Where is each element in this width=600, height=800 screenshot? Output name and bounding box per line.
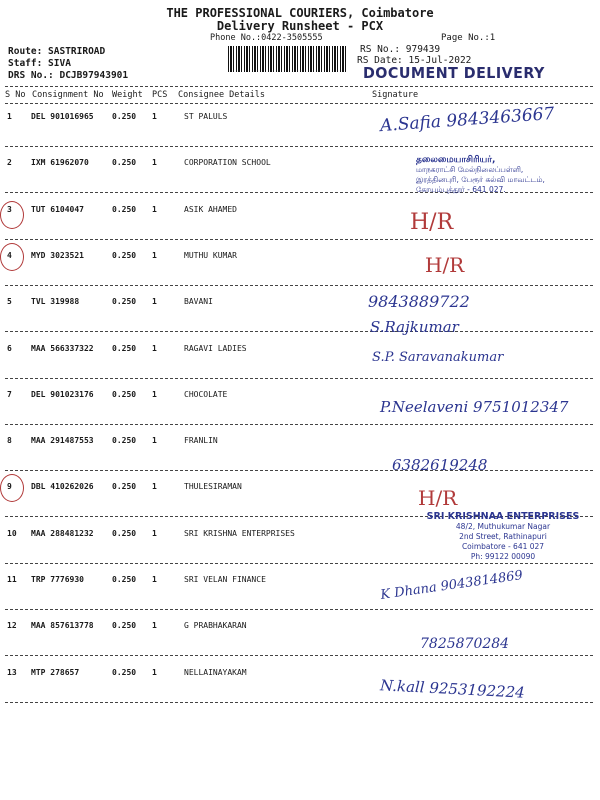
signature-row-5-phone: 9843889722 — [368, 292, 470, 311]
school-seal — [416, 155, 545, 195]
school-seal-line2: மாநகராட்சி மேல்நிலைப்பள்ளி, — [416, 165, 524, 174]
row-weight: 0.250 — [112, 250, 137, 260]
row-sno: 4 — [7, 250, 12, 260]
row-consignee: BAVANI — [184, 297, 213, 307]
row-sno: 1 — [7, 112, 12, 121]
row-divider — [5, 655, 593, 656]
row-3-circle-mark — [0, 201, 24, 229]
row-sno: 12 — [7, 621, 17, 631]
row-weight: 0.250 — [112, 482, 137, 492]
row-consignment: DEL 901016965 — [31, 112, 94, 121]
signature-row-6: S.P. Saravanakumar — [372, 350, 504, 365]
row-pcs: 1 — [152, 575, 157, 584]
drs-number: DRS No.: DCJB97943901 — [8, 70, 129, 81]
row-weight: 0.250 — [112, 343, 137, 353]
row-weight: 0.250 — [112, 112, 137, 121]
row-weight: 0.250 — [112, 621, 137, 631]
row-pcs: 1 — [152, 389, 157, 399]
row-divider — [5, 378, 593, 379]
phone-number: Phone No.:0422-3505555 — [210, 33, 323, 43]
row-consignment: MYD 3023521 — [31, 250, 84, 260]
signature-row-1: A.Safia 9843463667 — [379, 103, 555, 137]
row-consignment: TRP 7776930 — [31, 575, 84, 584]
barcode — [228, 46, 346, 72]
row-sno: 11 — [7, 575, 17, 584]
row-pcs: 1 — [152, 250, 157, 260]
signature-row-3: H/R — [410, 210, 454, 235]
row-sno: 9 — [7, 482, 12, 492]
row-divider — [5, 331, 593, 332]
row-consignee: CORPORATION SCHOOL — [184, 158, 271, 168]
enterprise-seal-name: SRI KRISHNAA ENTERPRISES — [426, 511, 580, 522]
row-consignee: ST PALULS — [184, 112, 228, 121]
row-pcs: 1 — [152, 297, 157, 307]
col-sno: S No — [5, 90, 26, 100]
row-pcs: 1 — [152, 343, 157, 353]
col-pcs: PCS — [152, 90, 168, 100]
row-weight: 0.250 — [112, 528, 137, 538]
runsheet-subtitle: Delivery Runsheet - PCX — [216, 19, 384, 33]
rs-date: RS Date: 15-Jul-2022 — [357, 55, 472, 66]
row-consignee: THULESIRAMAN — [184, 482, 242, 492]
row-pcs: 1 — [152, 436, 157, 446]
signature-row-7: P.Neelaveni 9751012347 — [380, 398, 569, 416]
row-sno: 7 — [7, 389, 12, 399]
row-weight: 0.250 — [112, 389, 137, 399]
signature-row-8: 6382619248 — [392, 456, 488, 474]
school-seal-line1: தலைமையாசிரியர், — [416, 155, 496, 165]
row-sno: 2 — [7, 158, 12, 168]
signature-row-11: K Dhana 9043814869 — [379, 568, 524, 603]
row-consignee: ASIK AHAMED — [184, 204, 237, 214]
row-pcs: 1 — [152, 112, 157, 121]
enterprise-seal — [424, 512, 582, 562]
row-consignment: MAA 291487553 — [31, 436, 94, 446]
row-consignment: IXM 61962070 — [31, 158, 89, 168]
row-pcs: 1 — [152, 204, 157, 214]
enterprise-seal-addr1: 48/2, Muthukumar Nagar — [455, 522, 551, 531]
signature-row-13: N.kall 9253192224 — [379, 676, 526, 702]
route-label: Route: SASTRIROAD — [8, 46, 106, 57]
row-consignee: SRI VELAN FINANCE — [184, 575, 266, 584]
row-consignee: RAGAVI LADIES — [184, 343, 247, 353]
row-sno: 13 — [7, 667, 17, 677]
row-weight: 0.250 — [112, 297, 137, 307]
row-divider — [5, 609, 593, 610]
school-seal-line4: கோயம்புத்தூர் - 641 027. — [416, 185, 506, 194]
row-sno: 3 — [7, 204, 12, 214]
row-consignment: MAA 857613778 — [31, 621, 94, 631]
row-consignment: TVL 319988 — [31, 297, 80, 307]
page-number: Page No.:1 — [441, 33, 496, 43]
row-9-circle-mark — [0, 474, 24, 502]
row-sno: 10 — [7, 528, 17, 538]
row-consignee: MUTHU KUMAR — [184, 250, 237, 260]
row-sno: 8 — [7, 436, 12, 446]
row-consignment: MAA 566337322 — [31, 343, 94, 353]
row-divider — [5, 470, 593, 471]
signature-row-4: H/R — [425, 253, 465, 277]
row-consignment: DEL 901023176 — [31, 389, 94, 399]
row-consignee: NELLAINAYAKAM — [184, 667, 247, 677]
row-pcs: 1 — [152, 667, 157, 677]
row-pcs: 1 — [152, 482, 157, 492]
row-weight: 0.250 — [112, 667, 137, 677]
row-divider — [5, 563, 593, 564]
row-consignment: MAA 288481232 — [31, 528, 94, 538]
col-weight: Weight — [112, 90, 143, 100]
signature-row-5-name: S.Rajkumar — [370, 318, 459, 336]
row-divider — [5, 239, 593, 240]
row-consignment: DBL 410262026 — [31, 482, 94, 492]
col-signature: Signature — [372, 90, 419, 100]
row-weight: 0.250 — [112, 204, 137, 214]
row-pcs: 1 — [152, 158, 157, 168]
row-divider — [5, 285, 593, 286]
row-sno: 6 — [7, 343, 12, 353]
document-delivery-stamp: DOCUMENT DELIVERY — [363, 64, 545, 82]
row-weight: 0.250 — [112, 436, 137, 446]
company-title: THE PROFESSIONAL COURIERS, Coimbatore — [166, 6, 434, 20]
enterprise-seal-addr3: Coimbatore - 641 027 — [461, 542, 545, 551]
header-top-divider — [5, 86, 593, 87]
signature-row-9: H/R — [418, 486, 458, 510]
row-divider — [5, 424, 593, 425]
row-consignee: CHOCOLATE — [184, 389, 228, 399]
row-divider — [5, 702, 593, 703]
enterprise-seal-phone: Ph: 99122 00090 — [470, 552, 536, 561]
row-consignee: G PRABHAKARAN — [184, 621, 247, 631]
row-consignee: FRANLIN — [184, 436, 218, 446]
header-bottom-divider — [5, 103, 593, 104]
rs-number: RS No.: 979439 — [360, 44, 441, 55]
row-pcs: 1 — [152, 621, 157, 631]
enterprise-seal-addr2: 2nd Street, Rathinapuri — [459, 532, 547, 541]
staff-label: Staff: SIVA — [8, 58, 71, 69]
row-consignee: SRI KRISHNA ENTERPRISES — [184, 528, 295, 538]
col-consignment: Consignment No — [32, 90, 104, 100]
row-consignment: TUT 6104047 — [31, 204, 84, 214]
signature-row-12: 7825870284 — [420, 636, 510, 652]
row-4-circle-mark — [0, 243, 24, 271]
row-divider — [5, 146, 593, 147]
row-weight: 0.250 — [112, 575, 137, 584]
row-weight: 0.250 — [112, 158, 137, 168]
row-consignment: MTP 278657 — [31, 667, 80, 677]
row-pcs: 1 — [152, 528, 157, 538]
row-sno: 5 — [7, 297, 12, 307]
col-consignee: Consignee Details — [178, 90, 265, 100]
school-seal-line3: இரத்தினபுரி, பேரூர் கல்வி மாவட்டம், — [416, 175, 545, 184]
